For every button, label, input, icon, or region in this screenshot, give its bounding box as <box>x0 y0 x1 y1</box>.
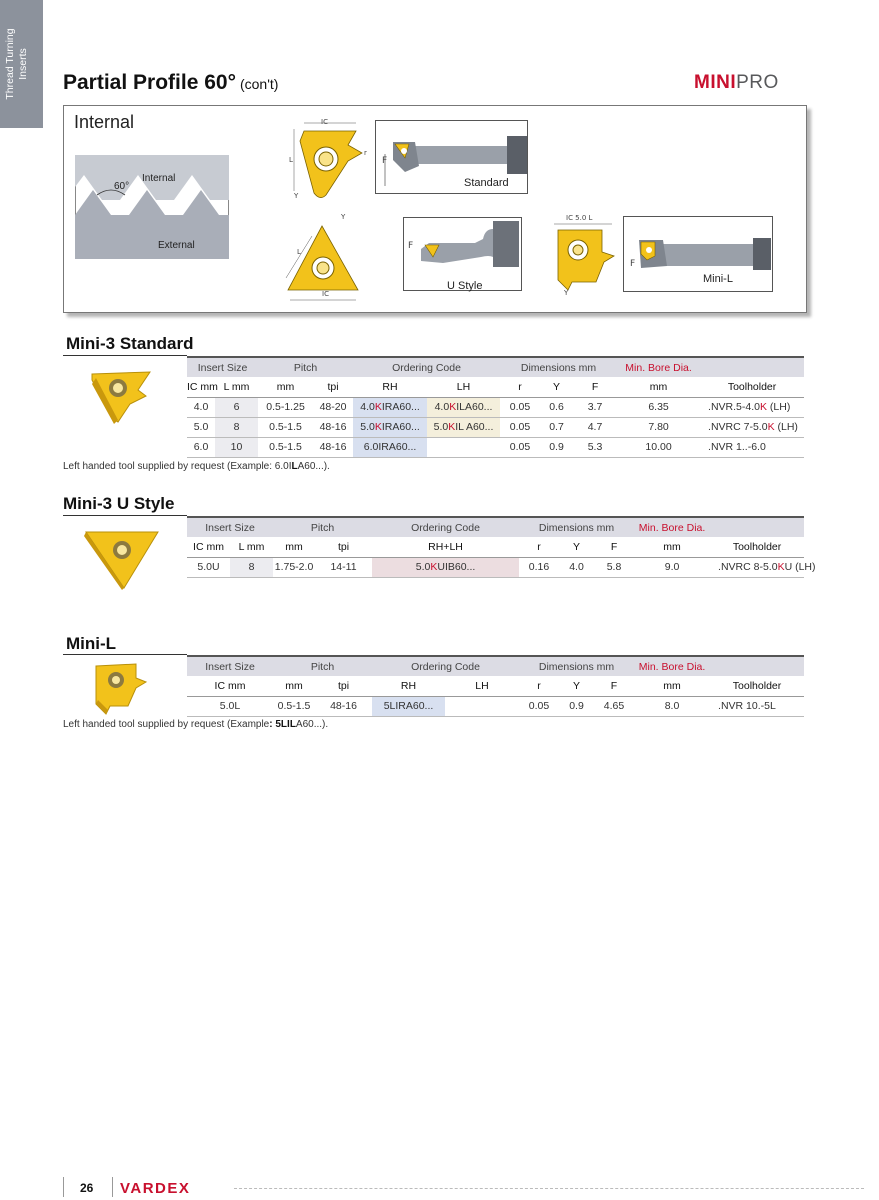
cell-l: 6 <box>215 397 258 417</box>
footer-divider-right <box>112 1177 113 1197</box>
cell-rh-lh-code-k: K <box>430 561 438 573</box>
dim-y-u: Y <box>341 213 346 221</box>
col-blank <box>710 656 804 676</box>
col-lh: LH <box>427 377 500 397</box>
internal-figure-panel <box>63 105 807 313</box>
cell-tpi: 14-11 <box>315 557 372 577</box>
note-text-a: Left handed tool supplied by request (Example <box>63 719 270 730</box>
cell-toolholder-b: U (LH) <box>784 561 816 573</box>
cell-toolholder-a: .NVRC 7-5.0 <box>708 421 768 433</box>
note-text-b: L <box>291 461 298 472</box>
cell-l: 8 <box>215 417 258 437</box>
cell-rh-lh-code-a: 5.0 <box>415 561 431 573</box>
col-min-bore: Min. Bore Dia. <box>634 656 710 676</box>
col-pitch: Pitch <box>273 656 372 676</box>
cell-tpi: 48-20 <box>313 397 353 417</box>
page-title <box>63 71 278 95</box>
footer-divider-left <box>63 1177 64 1197</box>
col-min-bore: Min. Bore Dia. <box>634 517 710 537</box>
logo-pro: PRO <box>736 72 779 93</box>
col-f: F <box>573 377 617 397</box>
col-tpi: tpi <box>313 377 353 397</box>
logo-mini: MINI <box>694 72 737 93</box>
side-tab-line1: Thread Turning <box>4 28 16 100</box>
dim-ic-standard: IC <box>321 118 328 126</box>
col-blank <box>710 517 804 537</box>
thread-profile-diagram <box>75 155 229 259</box>
cell-toolholder-a: .NVR.5-4.0 <box>708 401 760 413</box>
col-ordering-code: Ordering Code <box>353 357 500 377</box>
cell-rh-code <box>353 397 427 417</box>
side-tab-line2: Inserts <box>17 48 29 80</box>
col-toolholder: Toolholder <box>710 537 804 557</box>
note-text-a: Left handed tool supplied by request (Example: 6.0I <box>63 461 292 472</box>
col-toolholder: Toolholder <box>710 676 804 696</box>
cell-lh-code-k: K <box>448 421 456 433</box>
cell-toolholder <box>700 397 804 417</box>
col-pitch-mm: mm <box>273 676 315 696</box>
col-l-mm: L mm <box>230 537 273 557</box>
col-ordering-code: Ordering Code <box>372 517 519 537</box>
col-blank <box>700 357 804 377</box>
col-lh: LH <box>445 676 519 696</box>
page-title-suffix: (con't) <box>239 76 279 92</box>
mini-l-title: Mini-L <box>66 634 117 653</box>
cell-lh-code <box>427 417 500 437</box>
note-text-b: : 5LI <box>269 719 290 730</box>
col-bore-mm: mm <box>634 537 710 557</box>
profile-angle-label: 60° <box>114 181 130 192</box>
cell-r: 0.05 <box>500 437 540 457</box>
mini-l-insert-image <box>92 660 150 716</box>
mini3-standard-insert-image <box>88 366 158 426</box>
profile-internal-label: Internal <box>142 173 176 184</box>
table-subheader-row <box>187 537 804 557</box>
cell-f: 4.65 <box>594 696 634 716</box>
cell-r: 0.16 <box>519 557 559 577</box>
cell-lh-code <box>427 397 500 417</box>
cell-toolholder-k: K <box>767 421 775 433</box>
col-pitch: Pitch <box>273 517 372 537</box>
col-r: r <box>519 537 559 557</box>
cell-bore: 9.0 <box>634 557 710 577</box>
dim-y-standard: Y <box>294 192 299 200</box>
col-min-bore: Min. Bore Dia. <box>617 357 700 377</box>
cell-rh-lh-code-b: UIB60... <box>437 561 476 573</box>
col-ic-mm: IC mm <box>187 537 230 557</box>
col-pitch-mm: mm <box>273 537 315 557</box>
mini3-u-table <box>187 516 816 578</box>
cell-bore: 10.00 <box>617 437 700 457</box>
cell-tpi: 48-16 <box>313 437 353 457</box>
cell-bore: 7.80 <box>617 417 700 437</box>
col-insert-size: Insert Size <box>187 517 273 537</box>
cell-f: 3.7 <box>573 397 617 417</box>
cell-toolholder-a: .NVRC 8-5.0 <box>718 561 778 573</box>
cell-toolholder-b: (LH) <box>767 401 791 413</box>
mini-l-label: Mini-L <box>703 273 733 285</box>
cell-lh-code <box>445 696 519 716</box>
mini3-u-title: Mini-3 U Style <box>63 494 175 513</box>
table-subheader-row <box>187 377 804 397</box>
cell-y: 0.7 <box>540 417 573 437</box>
dim-f-standard: F <box>382 156 388 166</box>
mini3-u-insert-image <box>84 528 160 590</box>
side-tab-text <box>4 0 40 128</box>
col-ic-mm: IC mm <box>187 377 215 397</box>
col-rh: RH <box>372 676 445 696</box>
cell-lh-code <box>427 437 500 457</box>
cell-ic: 5.0 <box>187 417 215 437</box>
cell-tpi: 48-16 <box>315 696 372 716</box>
standard-label: Standard <box>464 177 509 189</box>
mini-l-note <box>63 719 328 730</box>
col-toolholder: Toolholder <box>700 377 804 397</box>
cell-rh-code-a: 5.0 <box>360 421 375 433</box>
cell-pitch-mm: 0.5-1.5 <box>273 696 315 716</box>
cell-bore: 8.0 <box>634 696 710 716</box>
page-title-text: Partial Profile 60° <box>63 71 236 94</box>
cell-y: 0.6 <box>540 397 573 417</box>
note-text-c: L <box>289 719 296 730</box>
dim-f-u: F <box>408 241 414 251</box>
col-y: Y <box>559 537 594 557</box>
profile-external-label: External <box>158 240 195 251</box>
col-y: Y <box>559 676 594 696</box>
table-row <box>187 437 804 457</box>
cell-tpi: 48-16 <box>313 417 353 437</box>
col-insert-size: Insert Size <box>187 357 258 377</box>
col-rh-lh: RH+LH <box>372 537 519 557</box>
mini-l-toolholder-figure <box>623 216 773 292</box>
page-number: 26 <box>80 1181 94 1195</box>
dim-ic-u: IC <box>322 290 329 298</box>
cell-f: 5.3 <box>573 437 617 457</box>
mini-l-rule <box>63 654 187 655</box>
cell-toolholder-k: K <box>759 401 767 413</box>
cell-rh-code-b: IRA60... <box>381 421 420 433</box>
mini3-standard-note <box>63 461 330 472</box>
col-rh: RH <box>353 377 427 397</box>
col-bore-mm: mm <box>634 676 710 696</box>
mini-l-insert-drawing <box>544 218 624 298</box>
minipro-logo <box>694 72 779 94</box>
footer-rule <box>234 1188 864 1189</box>
col-y: Y <box>540 377 573 397</box>
col-insert-size: Insert Size <box>187 656 273 676</box>
table-header-row <box>187 357 804 377</box>
col-dimensions: Dimensions mm <box>519 656 634 676</box>
col-dimensions: Dimensions mm <box>519 517 634 537</box>
mini3-standard-title: Mini-3 Standard <box>66 334 194 353</box>
table-subheader-row <box>187 676 804 696</box>
col-f: F <box>594 676 634 696</box>
cell-rh-code-b: IRA60... <box>381 401 420 413</box>
table-row <box>187 397 804 417</box>
side-tab <box>0 0 43 128</box>
cell-toolholder: .NVR 1..-6.0 <box>700 437 804 457</box>
col-r: r <box>519 676 559 696</box>
cell-r: 0.05 <box>500 417 540 437</box>
mini3-standard-table <box>187 356 804 458</box>
col-pitch-mm: mm <box>258 377 313 397</box>
mini-l-table <box>187 655 804 717</box>
dim-ic50l: IC 5.0 L <box>566 214 593 222</box>
cell-pitch-mm: 0.5-1.5 <box>258 437 313 457</box>
table-row <box>187 696 804 716</box>
dim-r-standard: r <box>364 149 367 157</box>
standard-insert-drawing <box>290 119 370 199</box>
col-bore-mm: mm <box>617 377 700 397</box>
cell-l: 8 <box>230 557 273 577</box>
table-header-row <box>187 517 804 537</box>
mini3-u-rule <box>63 515 187 516</box>
table-row <box>187 417 804 437</box>
vardex-logo: VARDEX <box>120 1180 191 1197</box>
dim-y-minil: Y <box>564 289 569 297</box>
cell-rh-code-k: K <box>374 421 382 433</box>
panel-title: Internal <box>74 112 135 132</box>
cell-pitch-mm: 0.5-1.5 <box>258 417 313 437</box>
cell-l: 10 <box>215 437 258 457</box>
cell-toolholder <box>700 417 804 437</box>
cell-lh-code-a: 4.0 <box>434 401 450 413</box>
cell-rh-code-k: K <box>374 401 382 413</box>
col-pitch: Pitch <box>258 357 353 377</box>
cell-toolholder <box>710 557 816 577</box>
dim-l-standard: L <box>289 156 293 164</box>
cell-lh-code-a: 5.0 <box>433 421 449 433</box>
cell-rh-code <box>353 417 427 437</box>
dim-f-minil: F <box>630 259 636 269</box>
cell-r: 0.05 <box>500 397 540 417</box>
cell-f: 5.8 <box>594 557 634 577</box>
table-row <box>187 557 804 577</box>
col-tpi: tpi <box>315 537 372 557</box>
cell-rh-code: 5LIRA60... <box>372 696 445 716</box>
col-l-mm: L mm <box>215 377 258 397</box>
cell-f: 4.7 <box>573 417 617 437</box>
cell-ic: 6.0 <box>187 437 215 457</box>
col-dimensions: Dimensions mm <box>500 357 617 377</box>
cell-rh-code-a: 4.0 <box>360 401 375 413</box>
cell-r: 0.05 <box>519 696 559 716</box>
cell-toolholder-k: K <box>777 561 785 573</box>
cell-lh-code-b: IL A60... <box>455 421 494 433</box>
col-ordering-code: Ordering Code <box>372 656 519 676</box>
cell-lh-code-k: K <box>449 401 457 413</box>
col-ic-mm: IC mm <box>187 676 273 696</box>
cell-lh-code-b: ILA60... <box>456 401 493 413</box>
cell-ic: 5.0U <box>187 557 230 577</box>
cell-ic: 5.0L <box>187 696 273 716</box>
note-text-d: A60...). <box>295 719 329 730</box>
mini3-standard-rule <box>63 355 187 356</box>
cell-toolholder-b: (LH) <box>774 421 798 433</box>
dim-l-u: L <box>297 248 301 256</box>
cell-y: 4.0 <box>559 557 594 577</box>
note-text-c: A60...). <box>297 461 330 472</box>
cell-toolholder: .NVR 10.-5L <box>710 696 804 716</box>
cell-y: 0.9 <box>540 437 573 457</box>
col-tpi: tpi <box>315 676 372 696</box>
cell-bore: 6.35 <box>617 397 700 417</box>
table-header-row <box>187 656 804 676</box>
cell-y: 0.9 <box>559 696 594 716</box>
cell-rh-code: 6.0IRA60... <box>353 437 427 457</box>
col-r: r <box>500 377 540 397</box>
cell-rh-lh-code <box>372 557 519 577</box>
cell-pitch-mm: 0.5-1.25 <box>258 397 313 417</box>
cell-ic: 4.0 <box>187 397 215 417</box>
cell-pitch-mm: 1.75-2.0 <box>273 557 315 577</box>
u-style-label: U Style <box>447 280 483 292</box>
col-f: F <box>594 537 634 557</box>
